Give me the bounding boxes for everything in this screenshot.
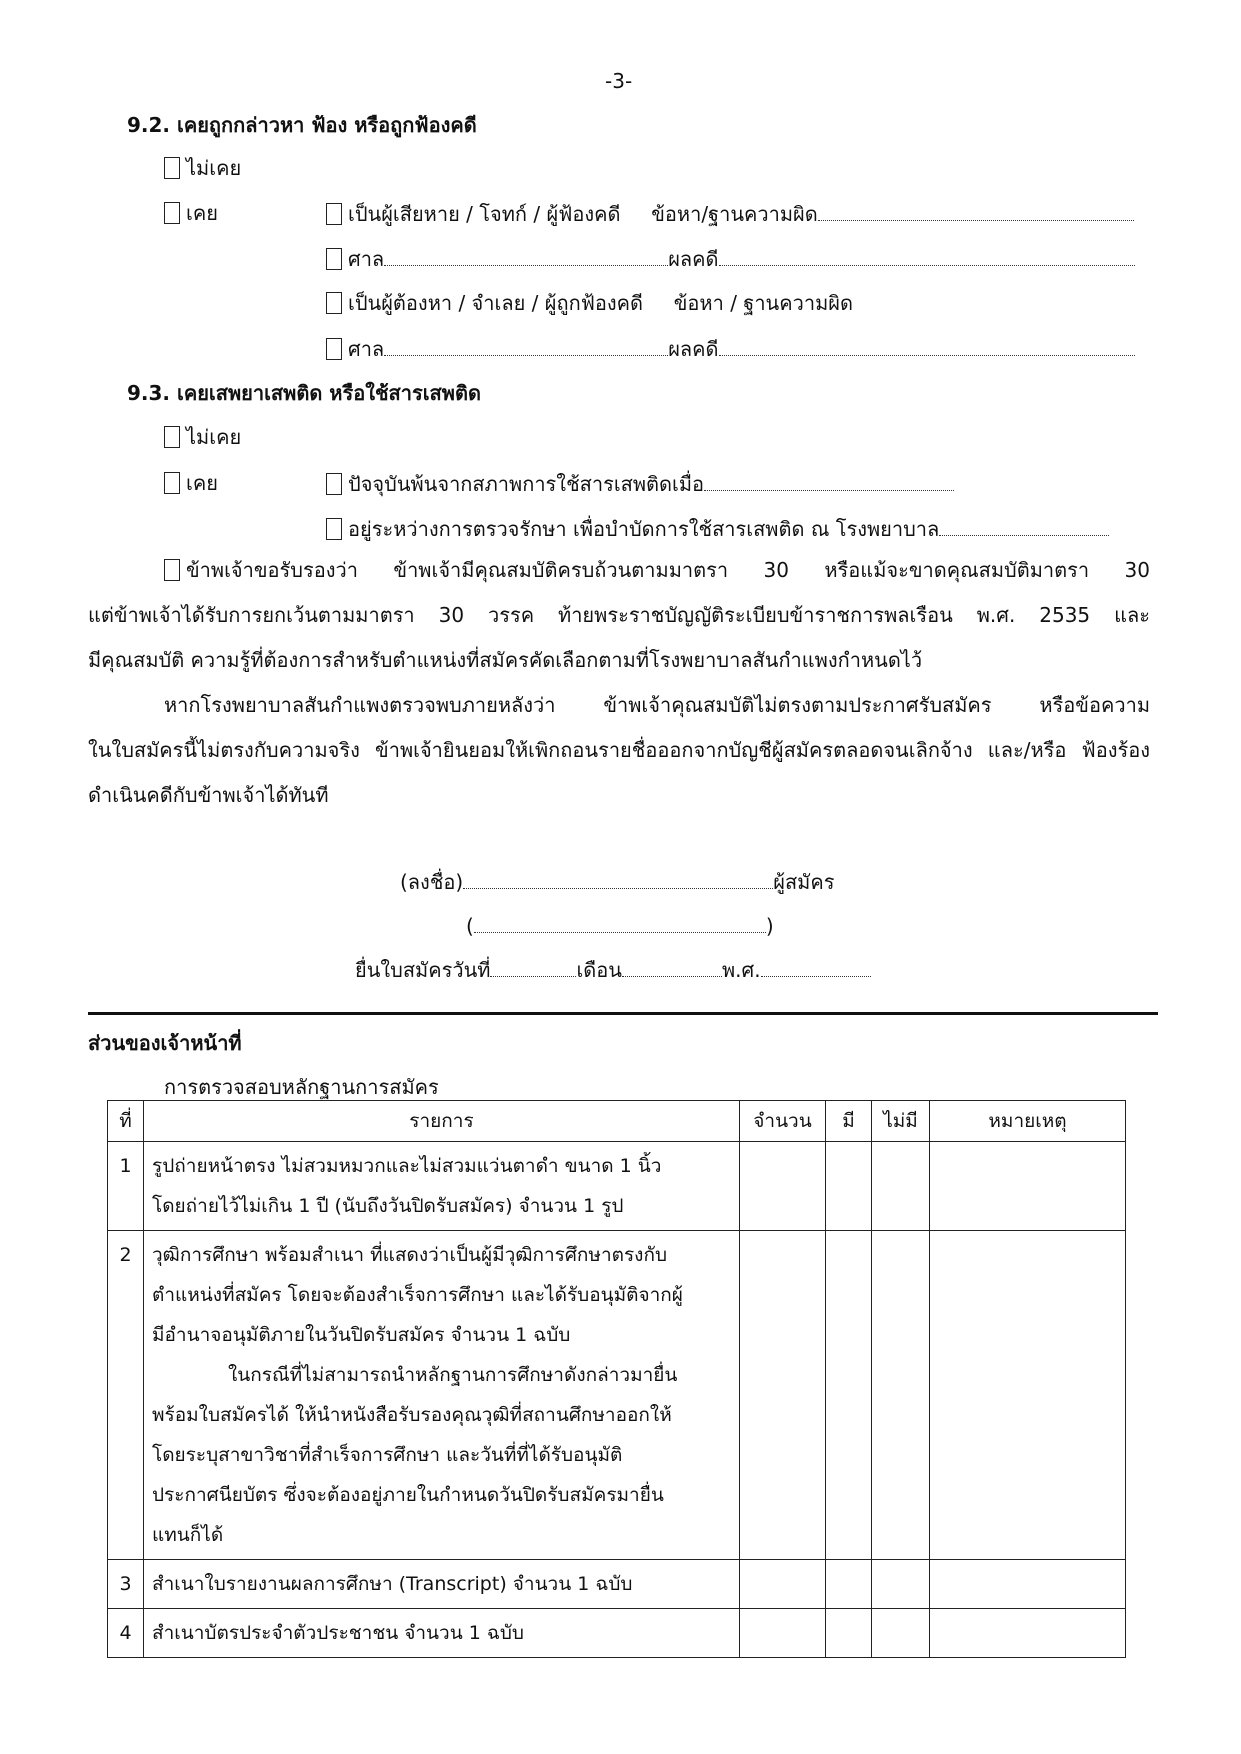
item-line: รูปถ่ายหน้าตรง ไม่สวมหมวกและไม่สวมแว่นตาดำ ขนาด 1 นิ้ว bbox=[152, 1155, 662, 1177]
section-divider bbox=[88, 1012, 1158, 1015]
s92-charge-label: ข้อหา/ฐานความผิด bbox=[651, 202, 818, 226]
col-header-item: รายการ bbox=[144, 1101, 740, 1142]
not-have-cell[interactable] bbox=[872, 1142, 930, 1231]
s93-treating-row bbox=[326, 515, 1109, 542]
s93-recovered-row bbox=[326, 470, 954, 497]
item-line: สำเนาบัตรประจำตัวประชาชน จำนวน 1 ฉบับ bbox=[152, 1622, 524, 1644]
row-number: 2 bbox=[108, 1231, 144, 1560]
s92-result-field-2[interactable] bbox=[719, 335, 1135, 356]
s93-ever-checkbox[interactable] bbox=[164, 472, 180, 494]
printed-name-field[interactable] bbox=[474, 912, 766, 933]
s92-result-label-2: ผลคดี bbox=[668, 337, 719, 361]
certify-line-1 bbox=[88, 548, 1150, 593]
s92-result-label-1: ผลคดี bbox=[668, 247, 719, 271]
quantity-cell[interactable] bbox=[740, 1142, 826, 1231]
s92-never-checkbox[interactable] bbox=[164, 157, 180, 179]
consent-line-3: ดำเนินคดีกับข้าพเจ้าได้ทันที bbox=[88, 783, 329, 807]
year-label: พ.ศ. bbox=[721, 958, 761, 982]
certification-paragraph bbox=[88, 548, 1150, 683]
s92-court-label-2: ศาล bbox=[348, 337, 385, 361]
signature-row bbox=[400, 868, 834, 895]
s93-treating-checkbox[interactable] bbox=[326, 518, 342, 540]
col-header-not-have: ไม่มี bbox=[872, 1101, 930, 1142]
s92-court-label-1: ศาล bbox=[348, 247, 385, 271]
s92-court-checkbox-1[interactable] bbox=[326, 248, 342, 270]
item-line: วุฒิการศึกษา พร้อมสำเนา ที่แสดงว่าเป็นผู้มีวุฒิการศึกษาตรงกับ bbox=[152, 1244, 668, 1266]
not-have-cell[interactable] bbox=[872, 1231, 930, 1560]
remark-cell[interactable] bbox=[930, 1560, 1126, 1609]
s92-court-row-1 bbox=[326, 245, 1135, 272]
s93-recovered-checkbox[interactable] bbox=[326, 473, 342, 495]
note-line: โดยระบุสาขาวิชาที่สำเร็จการศึกษา และวันที่ที่ได้รับอนุมัติ bbox=[152, 1444, 623, 1466]
s92-ever-label: เคย bbox=[186, 201, 218, 225]
row-number: 3 bbox=[108, 1560, 144, 1609]
item-line: โดยถ่ายไว้ไม่เกิน 1 ปี (นับถึงวันปิดรับสมัคร) จำนวน 1 รูป bbox=[152, 1195, 624, 1217]
s93-ever-option[interactable] bbox=[164, 470, 218, 496]
row-number: 1 bbox=[108, 1142, 144, 1231]
s92-court-field-1[interactable] bbox=[384, 245, 668, 266]
table-header-row bbox=[108, 1101, 1126, 1142]
col-header-remark: หมายเหตุ bbox=[930, 1101, 1126, 1142]
page-number: -3- bbox=[605, 69, 633, 93]
col-header-no: ที่ bbox=[108, 1101, 144, 1142]
s93-never-label: ไม่เคย bbox=[186, 425, 242, 449]
s92-court-row-2 bbox=[326, 335, 1135, 362]
certify-line-2: แต่ข้าพเจ้าได้รับการยกเว้นตามมาตรา 30 วรรค ท้ายพระราชบัญญัติระเบียบข้าราชการพลเรือน พ.ศ. 2535 และ bbox=[88, 603, 1150, 627]
s92-charge-field[interactable] bbox=[818, 200, 1134, 221]
s92-accused-label: เป็นผู้ต้องหา / จำเลย / ผู้ถูกฟ้องคดี bbox=[348, 291, 644, 315]
sign-label: (ลงชื่อ) bbox=[400, 870, 464, 894]
certify-line-3: มีคุณสมบัติ ความรู้ที่ต้องการสำหรับตำแหน่งที่สมัครคัดเลือกตามที่โรงพยาบาลสันกำแพงกำหนดไว้ bbox=[88, 648, 923, 672]
s93-recovered-field[interactable] bbox=[704, 470, 954, 491]
s92-never-option[interactable] bbox=[164, 155, 241, 181]
s92-never-label: ไม่เคย bbox=[186, 156, 242, 180]
quantity-cell[interactable] bbox=[740, 1609, 826, 1658]
row-item bbox=[144, 1142, 740, 1231]
item-line: มีอำนาจอนุมัติภายในวันปิดรับสมัคร จำนวน 1 ฉบับ bbox=[152, 1324, 571, 1346]
date-label: ยื่นใบสมัครวันที่ bbox=[355, 958, 491, 982]
paren-open: ( bbox=[466, 914, 474, 938]
have-cell[interactable] bbox=[826, 1142, 872, 1231]
day-field[interactable] bbox=[490, 956, 576, 977]
evidence-checklist-table bbox=[107, 1100, 1126, 1658]
item-line: ตำแหน่งที่สมัคร โดยจะต้องสำเร็จการศึกษา และได้รับอนุมัติจากผู้ bbox=[152, 1284, 683, 1306]
consent-line-1: หากโรงพยาบาลสันกำแพงตรวจพบภายหลังว่า ข้าพเจ้าคุณสมบัติไม่ตรงตามประกาศรับสมัคร หรือข้อความ bbox=[164, 693, 1150, 717]
s93-recovered-label: ปัจจุบันพ้นจากสภาพการใช้สารเสพติดเมื่อ bbox=[348, 472, 705, 496]
printed-name-row bbox=[466, 912, 774, 939]
have-cell[interactable] bbox=[826, 1231, 872, 1560]
month-field[interactable] bbox=[622, 956, 722, 977]
certify-text-1: ข้าพเจ้าขอรับรองว่า ข้าพเจ้ามีคุณสมบัติครบถ้วนตามมาตรา 30 หรือแม้จะขาดคุณสมบัติมาตรา 30 bbox=[186, 558, 1150, 582]
s92-victim-row bbox=[326, 200, 1134, 227]
note-line: ประกาศนียบัตร ซึ่งจะต้องอยู่ภายในกำหนดวันปิดรับสมัครมายื่น bbox=[152, 1484, 664, 1506]
table-row bbox=[108, 1609, 1126, 1658]
item-line: สำเนาใบรายงานผลการศึกษา (Transcript) จำนวน 1 ฉบับ bbox=[152, 1573, 633, 1595]
s93-hospital-field[interactable] bbox=[939, 515, 1109, 536]
section-9-2-heading: 9.2. เคยถูกกล่าวหา ฟ้อง หรือถูกฟ้องคดี bbox=[127, 113, 477, 137]
signature-field[interactable] bbox=[463, 868, 773, 889]
have-cell[interactable] bbox=[826, 1560, 872, 1609]
consent-line-2: ในใบสมัครนี้ไม่ตรงกับความจริง ข้าพเจ้ายินยอมให้เพิกถอนรายชื่อออกจากบัญชีผู้สมัครตลอดจนเลิกจ้าง และ/หรือ ฟ้องร้อง bbox=[88, 738, 1150, 762]
evidence-check-subheading: การตรวจสอบหลักฐานการสมัคร bbox=[164, 1075, 439, 1099]
table-row bbox=[108, 1231, 1126, 1560]
s92-charge2-label: ข้อหา / ฐานความผิด bbox=[673, 291, 853, 315]
row-item bbox=[144, 1609, 740, 1658]
note-line: ในกรณีที่ไม่สามารถนำหลักฐานการศึกษาดังกล่าวมายื่น bbox=[228, 1364, 678, 1386]
col-header-quantity: จำนวน bbox=[740, 1101, 826, 1142]
row-item bbox=[144, 1231, 740, 1560]
have-cell[interactable] bbox=[826, 1609, 872, 1658]
s92-court-checkbox-2[interactable] bbox=[326, 338, 342, 360]
year-field[interactable] bbox=[761, 956, 871, 977]
table-row bbox=[108, 1142, 1126, 1231]
quantity-cell[interactable] bbox=[740, 1560, 826, 1609]
not-have-cell[interactable] bbox=[872, 1560, 930, 1609]
officer-section-heading: ส่วนของเจ้าหน้าที่ bbox=[88, 1031, 242, 1055]
section-9-3-heading: 9.3. เคยเสพยาเสพติด หรือใช้สารเสพติด bbox=[127, 381, 481, 405]
s92-ever-option[interactable] bbox=[164, 200, 218, 226]
row-number: 4 bbox=[108, 1609, 144, 1658]
s92-accused-checkbox[interactable] bbox=[326, 292, 342, 314]
col-header-have: มี bbox=[826, 1101, 872, 1142]
remark-cell[interactable] bbox=[930, 1142, 1126, 1231]
applicant-label: ผู้สมัคร bbox=[773, 870, 835, 894]
certify-checkbox[interactable] bbox=[164, 559, 180, 581]
submission-date-row bbox=[355, 956, 871, 983]
note-line: แทนก็ได้ bbox=[152, 1524, 224, 1546]
row-item bbox=[144, 1560, 740, 1609]
remark-cell[interactable] bbox=[930, 1609, 1126, 1658]
month-label: เดือน bbox=[576, 958, 622, 982]
paren-close: ) bbox=[765, 914, 774, 938]
s92-ever-checkbox[interactable] bbox=[164, 202, 180, 224]
table-row bbox=[108, 1560, 1126, 1609]
s92-victim-label: เป็นผู้เสียหาย / โจทก์ / ผู้ฟ้องคดี bbox=[348, 202, 621, 226]
remark-cell[interactable] bbox=[930, 1231, 1126, 1560]
s92-court-field-2[interactable] bbox=[384, 335, 668, 356]
note-line: พร้อมใบสมัครได้ ให้นำหนังสือรับรองคุณวุฒิที่สถานศึกษาออกให้ bbox=[152, 1404, 672, 1426]
s93-never-checkbox[interactable] bbox=[164, 426, 180, 448]
s93-never-option[interactable] bbox=[164, 424, 241, 450]
s92-accused-row bbox=[326, 290, 853, 316]
s92-victim-checkbox[interactable] bbox=[326, 203, 342, 225]
consent-paragraph bbox=[88, 683, 1150, 818]
not-have-cell[interactable] bbox=[872, 1609, 930, 1658]
s93-ever-label: เคย bbox=[186, 471, 218, 495]
s93-treating-label: อยู่ระหว่างการตรวจรักษา เพื่อบำบัดการใช้สารเสพติด ณ โรงพยาบาล bbox=[348, 517, 940, 541]
s92-result-field-1[interactable] bbox=[719, 245, 1135, 266]
quantity-cell[interactable] bbox=[740, 1231, 826, 1560]
